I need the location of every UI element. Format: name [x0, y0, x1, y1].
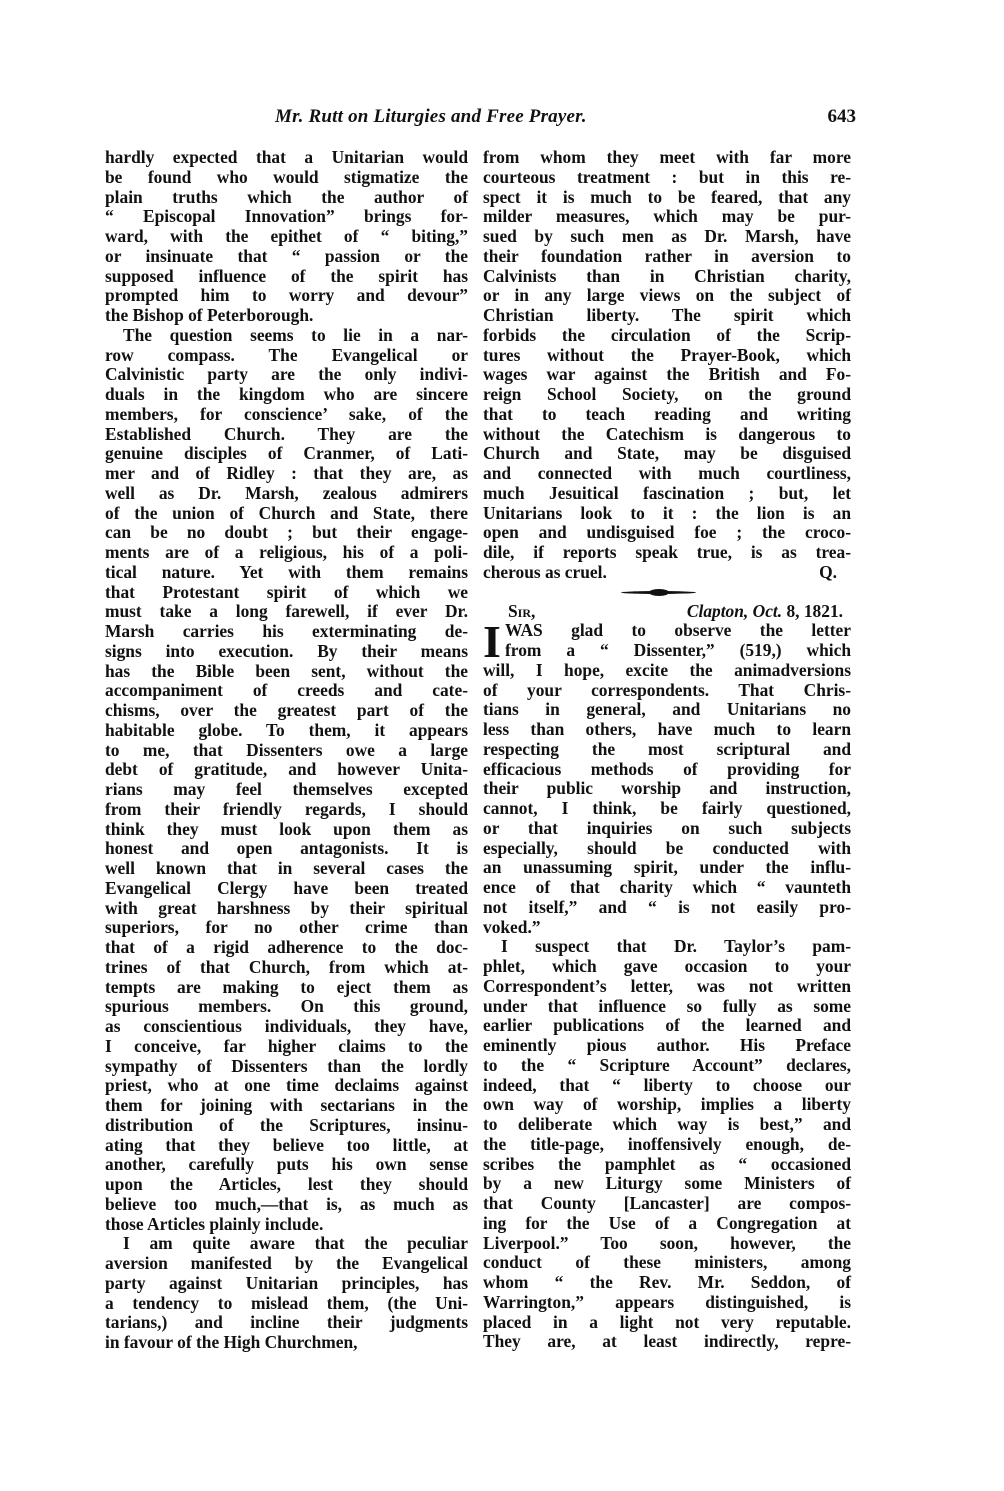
text-line: accompaniment of creeds and cate-: [105, 680, 468, 701]
text-line: rians may feel themselves excepted: [105, 779, 468, 799]
text-line: Warrington,” appears distinguished, is: [483, 1291, 851, 1312]
running-title: Mr. Rutt on Liturgies and Free Prayer.: [275, 106, 587, 127]
section-divider-ornament: [483, 583, 851, 602]
text-line: conduct of these ministers, among: [483, 1252, 851, 1273]
dateline: [687, 602, 843, 622]
text-line: tures without the Prayer-Book, which: [483, 344, 851, 365]
text-line: another, carefully puts his own sense: [105, 1154, 468, 1175]
text-line: distribution of the Scriptures, insinu-: [105, 1114, 468, 1135]
text-line: upon the Articles, lest they should: [105, 1174, 468, 1194]
dateline-place: Clapton,: [686, 600, 749, 621]
text-line: aversion manifested by the Evangelical: [105, 1253, 468, 1273]
text-line: supposed influence of the spirit has: [105, 265, 468, 286]
text-line: or that inquiries on such subjects: [483, 817, 851, 838]
text-line: them for joining with sectarians in the: [105, 1095, 468, 1115]
text-line: placed in a light not very reputable.: [483, 1311, 851, 1332]
text-line: of the union of Church and State, there: [105, 502, 468, 523]
text-line: must take a long farewell, if ever Dr.: [105, 601, 468, 622]
text-line: believe too much,—that is, as much as: [105, 1193, 468, 1214]
text-line: respecting the most scriptural and: [483, 738, 851, 759]
text-line: earlier publications of the learned and: [483, 1015, 851, 1036]
text-line: cannot, I think, be fairly questioned,: [483, 798, 851, 818]
text-line: spect it is much to be feared, that any: [483, 186, 851, 207]
text-line: ward, with the epithet of “ biting,”: [105, 226, 468, 246]
letter-heading: [483, 602, 851, 622]
text-line: sympathy of Dissenters than the lordly: [105, 1055, 468, 1076]
text-line: their foundation rather in aversion to: [483, 245, 851, 266]
closing-line: [483, 563, 851, 583]
left-column: [105, 148, 468, 1353]
text-line: I conceive, far higher claims to the: [105, 1035, 468, 1056]
text-line: reign School Society, on the ground: [483, 384, 851, 404]
dateline-month: Oct.: [752, 600, 783, 621]
text-line: tical nature. Yet with them remains: [105, 561, 468, 582]
text-line: from a “ Dissenter,” (519,) which: [505, 640, 851, 660]
text-line: courteous treatment : but in this re-: [483, 166, 851, 187]
text-line: party against Unitarian principles, has: [105, 1272, 468, 1293]
text-line: their public worship and instruction,: [483, 778, 851, 799]
text-line: under that influence so fully as some: [483, 995, 851, 1016]
text-line: Evangelical Clergy have been treated: [105, 877, 468, 898]
text-line: Church and State, may be disguised: [483, 443, 851, 464]
text-line: Marsh carries his exterminating de-: [105, 621, 468, 641]
text-line: be found who would stigmatize the: [105, 166, 468, 187]
text-line: the title-page, inoffensively enough, de-: [483, 1133, 851, 1154]
text-line: chisms, over the greatest part of the: [105, 700, 468, 720]
text-line: ence of that charity which “ vaunteth: [483, 877, 851, 897]
text-line: prompted him to worry and devour”: [105, 285, 468, 306]
text-line: efficacious methods of providing for: [483, 758, 851, 779]
text-line: Calvinists than in Christian charity,: [483, 265, 851, 286]
dateline-date: 8, 1821.: [786, 600, 843, 621]
letter-body: [483, 661, 851, 1352]
text-line: to deliberate which way is best,” and: [483, 1114, 851, 1134]
text-line: The question seems to lie in a nar-: [123, 324, 468, 345]
text-line: dile, if reports speak true, is as trea-: [483, 542, 851, 562]
text-line: open and undisguised foe ; the croco-: [483, 522, 851, 543]
text-line: by a new Liturgy some Ministers of: [483, 1173, 851, 1194]
text-line: row compass. The Evangelical or: [105, 344, 468, 365]
text-line: phlet, which gave occasion to your: [483, 956, 851, 976]
text-line: genuine disciples of Cranmer, of Lati-: [105, 443, 468, 464]
text-line: hardly expected that a Unitarian would: [105, 147, 468, 167]
text-line: as conscientious individuals, they have,: [105, 1016, 468, 1036]
text-line: Christian liberty. The spirit which: [483, 305, 851, 325]
text-line: wages war against the British and Fo-: [483, 364, 851, 385]
text-line: that of a rigid adherence to the doc-: [105, 937, 468, 957]
closing-text: cherous as cruel.: [483, 561, 607, 582]
text-line: those Articles plainly include.: [105, 1213, 324, 1234]
text-line: from whom they meet with far more: [483, 147, 851, 167]
text-line: much Jesuitical fascination ; but, let: [483, 482, 851, 503]
text-line: without the Catechism is dangerous to: [483, 423, 851, 444]
text-line: Unitarians look to it : the lion is an: [483, 502, 851, 523]
text-line: with great harshness by their spiritual: [105, 897, 468, 918]
letter-opening: [483, 616, 851, 668]
signature: Q.: [819, 561, 837, 582]
text-line: or in any large views on the subject of: [483, 285, 851, 306]
text-line: scribes the pamphlet as “ occasioned: [483, 1153, 851, 1174]
right-column-continuation: [483, 148, 851, 563]
text-line: tempts are making to eject them as: [105, 976, 468, 997]
text-line: and connected with much courtliness,: [483, 463, 851, 483]
text-line: to me, that Dissenters owe a large: [105, 739, 468, 760]
text-line: that Protestant spirit of which we: [105, 581, 468, 602]
text-line: has the Bible been sent, without the: [105, 660, 468, 681]
text-line: an unassuming spirit, under the influ-: [483, 857, 851, 878]
text-line: in favour of the High Churchmen,: [105, 1332, 358, 1352]
text-line: can be no doubt ; but their engage-: [105, 522, 468, 543]
text-line: WAS glad to observe the letter: [505, 620, 851, 641]
text-line: to the “ Scripture Account” declares,: [483, 1054, 851, 1075]
text-line: spurious members. On this ground,: [105, 996, 468, 1017]
text-line: well known that in several cases the: [105, 858, 468, 878]
text-line: own way of worship, implies a liberty: [483, 1094, 851, 1115]
text-line: sued by such men as Dr. Marsh, have: [483, 226, 851, 246]
text-line: honest and open antagonists. It is: [105, 838, 468, 859]
text-line: not itself,” and “ is not easily pro-: [483, 896, 851, 917]
drop-cap: I: [483, 616, 501, 668]
text-line: well as Dr. Marsh, zealous admirers: [105, 482, 468, 503]
text-line: They are, at least indirectly, repre-: [483, 1331, 851, 1352]
text-line: think they must look upon them as: [105, 818, 468, 839]
text-line: ments are of a religious, his of a poli-: [105, 542, 468, 562]
text-line: I am quite aware that the peculiar: [123, 1233, 468, 1254]
salutation: Sir,: [508, 600, 536, 621]
text-line: ating that they believe too little, at: [105, 1134, 468, 1155]
text-line: of your correspondents. That Chris-: [483, 679, 851, 700]
text-line: Correspondent’s letter, was not written: [483, 975, 851, 996]
text-line: Calvinistic party are the only indivi-: [105, 364, 468, 385]
text-line: or insinuate that “ passion or the: [105, 245, 468, 266]
text-line: Established Church. They are the: [105, 423, 468, 444]
right-column: [483, 148, 851, 1352]
text-line: a tendency to mislead them, (the Uni-: [105, 1292, 468, 1313]
page-number: 643: [827, 106, 856, 127]
text-line: “ Episcopal Innovation” brings for-: [105, 206, 468, 227]
text-line: tarians,) and incline their judgments: [105, 1312, 468, 1333]
text-line: members, for conscience’ sake, of the: [105, 403, 468, 424]
text-line: that to teach reading and writing: [483, 403, 851, 424]
text-line: from their friendly regards, I should: [105, 798, 468, 819]
text-line: the Bishop of Peterborough.: [105, 305, 314, 325]
text-line: tians in general, and Unitarians no: [483, 699, 851, 720]
text-line: priest, who at one time declaims against: [105, 1075, 468, 1096]
text-line: duals in the kingdom who are sincere: [105, 384, 468, 404]
text-line: signs into execution. By their means: [105, 640, 468, 661]
running-header: [100, 106, 860, 136]
text-line: Liverpool.” Too soon, however, the: [483, 1232, 851, 1253]
text-line: mer and of Ridley : that they are, as: [105, 463, 468, 483]
text-line: I suspect that Dr. Taylor’s pam-: [501, 936, 851, 957]
text-line: plain truths which the author of: [105, 186, 468, 207]
text-line: debt of gratitude, and however Unita-: [105, 759, 468, 780]
text-line: forbids the circulation of the Scrip-: [483, 324, 851, 345]
text-line: superiors, for no other crime than: [105, 917, 468, 938]
text-line: voked.”: [483, 916, 541, 937]
text-line: less than others, have much to learn: [483, 719, 851, 739]
text-line: will, I hope, excite the animadversions: [483, 659, 851, 680]
text-line: that County [Lancaster] are compos-: [483, 1193, 851, 1213]
text-line: indeed, that “ liberty to choose our: [483, 1074, 851, 1095]
text-line: ing for the Use of a Congregation at: [483, 1212, 851, 1233]
text-line: habitable globe. To them, it appears: [105, 719, 468, 740]
text-line: milder measures, which may be pur-: [483, 206, 851, 227]
text-line: trines of that Church, from which at-: [105, 956, 468, 977]
text-line: especially, should be conducted with: [483, 837, 851, 858]
text-line: eminently pious author. His Preface: [483, 1035, 851, 1055]
text-line: whom “ the Rev. Mr. Seddon, of: [483, 1272, 851, 1292]
